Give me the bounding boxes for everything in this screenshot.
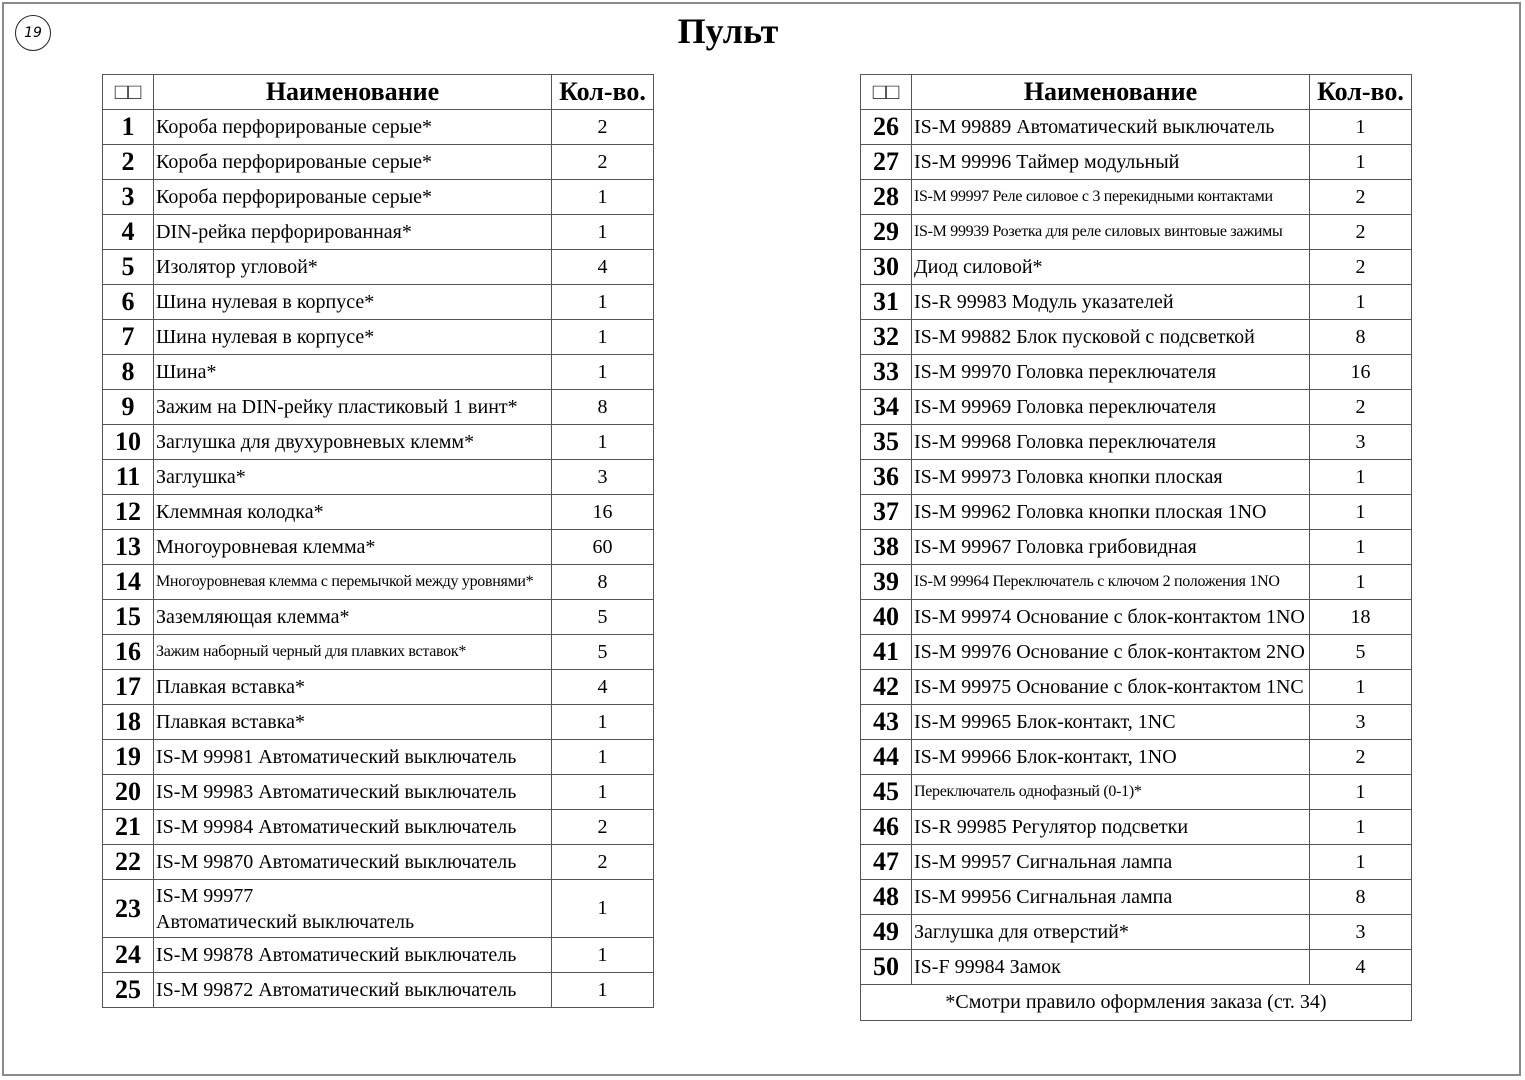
row-number: 44 [861, 740, 912, 775]
row-number: 18 [103, 705, 154, 740]
row-number: 32 [861, 320, 912, 355]
table-row [861, 810, 1412, 845]
row-number: 50 [861, 950, 912, 985]
table-row [103, 775, 654, 810]
item-qty: 5 [552, 600, 654, 635]
item-qty: 1 [552, 425, 654, 460]
row-number: 12 [103, 495, 154, 530]
table-row [861, 775, 1412, 810]
row-number: 37 [861, 495, 912, 530]
item-qty: 1 [1310, 460, 1412, 495]
header-num: □□ [861, 75, 912, 110]
item-name: IS-R 99985 Регулятор подсветки [912, 810, 1310, 845]
item-name: IS-M 99872 Автоматический выключатель [154, 973, 552, 1008]
table-row [861, 110, 1412, 145]
item-name: IS-M 99956 Сигнальная лампа [912, 880, 1310, 915]
row-number: 16 [103, 635, 154, 670]
item-name: IS-M 99878 Автоматический выключатель [154, 938, 552, 973]
item-name: Шина нулевая в корпусе* [154, 285, 552, 320]
item-qty: 2 [1310, 180, 1412, 215]
item-qty: 1 [552, 938, 654, 973]
item-qty: 3 [1310, 915, 1412, 950]
item-name: Короба перфорированые серые* [154, 110, 552, 145]
item-qty: 3 [1310, 425, 1412, 460]
header-name: Наименование [912, 75, 1310, 110]
item-name: DIN-рейка перфорированная* [154, 215, 552, 250]
table-row [103, 810, 654, 845]
table-row [103, 250, 654, 285]
row-number: 38 [861, 530, 912, 565]
item-qty: 3 [552, 460, 654, 495]
item-qty: 2 [552, 145, 654, 180]
item-qty: 1 [552, 355, 654, 390]
item-qty: 2 [1310, 250, 1412, 285]
item-name: IS-M 99966 Блок-контакт, 1NO [912, 740, 1310, 775]
row-number: 31 [861, 285, 912, 320]
item-name: Многоуровневая клемма с перемычкой между уровнями* [154, 565, 552, 600]
table-row [861, 250, 1412, 285]
item-name: Заземляющая клемма* [154, 600, 552, 635]
row-number: 43 [861, 705, 912, 740]
table-row [103, 180, 654, 215]
item-name: Плавкая вставка* [154, 670, 552, 705]
item-qty: 8 [552, 565, 654, 600]
row-number: 22 [103, 845, 154, 880]
item-qty: 4 [552, 670, 654, 705]
table-row [103, 110, 654, 145]
row-number: 6 [103, 285, 154, 320]
item-name: Короба перфорированые серые* [154, 145, 552, 180]
item-name: IS-M 99968 Головка переключателя [912, 425, 1310, 460]
row-number: 45 [861, 775, 912, 810]
item-name: Клеммная колодка* [154, 495, 552, 530]
item-name: IS-M 99969 Головка переключателя [912, 390, 1310, 425]
table-row [103, 670, 654, 705]
item-qty: 1 [1310, 110, 1412, 145]
item-qty: 1 [552, 320, 654, 355]
item-qty: 1 [1310, 285, 1412, 320]
item-qty: 1 [552, 215, 654, 250]
item-name: Шина нулевая в корпусе* [154, 320, 552, 355]
item-qty: 1 [1310, 565, 1412, 600]
table-row [861, 880, 1412, 915]
item-qty: 3 [1310, 705, 1412, 740]
table-row [861, 950, 1412, 985]
table-row [861, 215, 1412, 250]
item-name: IS-M 99997 Реле силовое с 3 перекидными контактами [912, 180, 1310, 215]
item-qty: 2 [1310, 390, 1412, 425]
item-name: IS-M 99889 Автоматический выключатель [912, 110, 1310, 145]
row-number: 5 [103, 250, 154, 285]
table-row [861, 145, 1412, 180]
table-row [103, 320, 654, 355]
item-name: IS-M 99975 Основание с блок-контактом 1NC [912, 670, 1310, 705]
row-number: 20 [103, 775, 154, 810]
table-row [861, 460, 1412, 495]
row-number: 2 [103, 145, 154, 180]
item-qty: 5 [552, 635, 654, 670]
item-name: Заглушка для двухуровневых клемм* [154, 425, 552, 460]
row-number: 11 [103, 460, 154, 495]
item-qty: 1 [1310, 810, 1412, 845]
item-name: Заглушка для отверстий* [912, 915, 1310, 950]
item-name [154, 880, 552, 938]
item-name: IS-M 99981 Автоматический выключатель [154, 740, 552, 775]
item-name: Зажим наборный черный для плавких вставок* [154, 635, 552, 670]
row-number: 19 [103, 740, 154, 775]
row-number: 42 [861, 670, 912, 705]
item-qty: 1 [552, 973, 654, 1008]
row-number: 26 [861, 110, 912, 145]
row-number: 40 [861, 600, 912, 635]
row-number: 13 [103, 530, 154, 565]
table-row [103, 390, 654, 425]
item-qty: 1 [1310, 495, 1412, 530]
row-number: 21 [103, 810, 154, 845]
item-qty: 2 [552, 845, 654, 880]
item-qty: 1 [552, 880, 654, 938]
table-row [861, 355, 1412, 390]
item-name: Зажим на DIN-рейку пластиковый 1 винт* [154, 390, 552, 425]
item-qty: 1 [1310, 845, 1412, 880]
item-name: IS-M 99939 Розетка для реле силовых винтовые зажимы [912, 215, 1310, 250]
item-qty: 4 [1310, 950, 1412, 985]
item-name-line1: IS-M 99977 [156, 884, 254, 907]
table-header-row [103, 75, 654, 110]
row-number: 28 [861, 180, 912, 215]
header-qty: Кол-во. [552, 75, 654, 110]
item-name-line2: Автоматический выключатель [156, 910, 415, 933]
item-name: Изолятор угловой* [154, 250, 552, 285]
item-qty: 1 [1310, 775, 1412, 810]
footnote-row [861, 985, 1412, 1021]
item-name: IS-M 99967 Головка грибовидная [912, 530, 1310, 565]
page-title: Пульт [677, 11, 779, 51]
item-name: IS-M 99983 Автоматический выключатель [154, 775, 552, 810]
item-name: Многоуровневая клемма* [154, 530, 552, 565]
item-qty: 1 [1310, 670, 1412, 705]
item-name: Заглушка* [154, 460, 552, 495]
table-row [861, 670, 1412, 705]
row-number: 14 [103, 565, 154, 600]
row-number: 15 [103, 600, 154, 635]
row-number: 1 [103, 110, 154, 145]
table-row [861, 915, 1412, 950]
row-number: 24 [103, 938, 154, 973]
table-row [103, 530, 654, 565]
item-name: IS-M 99970 Головка переключателя [912, 355, 1310, 390]
item-name: IS-M 99964 Переключатель с ключом 2 положения 1NO [912, 565, 1310, 600]
table-row [861, 180, 1412, 215]
item-qty: 1 [552, 285, 654, 320]
item-name: Шина* [154, 355, 552, 390]
row-number: 34 [861, 390, 912, 425]
item-name: Плавкая вставка* [154, 705, 552, 740]
row-number: 30 [861, 250, 912, 285]
item-qty: 2 [552, 110, 654, 145]
item-qty: 1 [1310, 530, 1412, 565]
row-number: 23 [103, 880, 154, 938]
table-row [103, 938, 654, 973]
header-num: □□ [103, 75, 154, 110]
row-number: 27 [861, 145, 912, 180]
item-qty: 2 [552, 810, 654, 845]
table-row [103, 425, 654, 460]
row-number: 29 [861, 215, 912, 250]
item-name: IS-M 99882 Блок пусковой с подсветкой [912, 320, 1310, 355]
table-row [103, 495, 654, 530]
item-name: Диод силовой* [912, 250, 1310, 285]
row-number: 35 [861, 425, 912, 460]
table-header-row [861, 75, 1412, 110]
parts-table-right [860, 74, 1412, 1021]
item-qty: 8 [1310, 880, 1412, 915]
table-row [103, 705, 654, 740]
parts-table-left [102, 74, 654, 1008]
row-number: 49 [861, 915, 912, 950]
table-row [103, 600, 654, 635]
table-row [103, 845, 654, 880]
table-row [861, 635, 1412, 670]
table-row [103, 740, 654, 775]
table-row [103, 880, 654, 938]
item-qty: 2 [1310, 215, 1412, 250]
table-row [861, 530, 1412, 565]
item-qty: 1 [552, 775, 654, 810]
table-row [861, 565, 1412, 600]
footnote: *Смотри правило оформления заказа (ст. 34) [861, 985, 1412, 1021]
item-name: IS-M 99965 Блок-контакт, 1NC [912, 705, 1310, 740]
table-row [103, 285, 654, 320]
item-name: IS-R 99983 Модуль указателей [912, 285, 1310, 320]
table-row [861, 390, 1412, 425]
table-row [103, 355, 654, 390]
row-number: 10 [103, 425, 154, 460]
item-qty: 60 [552, 530, 654, 565]
row-number: 39 [861, 565, 912, 600]
header-name: Наименование [154, 75, 552, 110]
item-qty: 8 [1310, 320, 1412, 355]
item-qty: 16 [1310, 355, 1412, 390]
header-qty: Кол-во. [1310, 75, 1412, 110]
item-qty: 8 [552, 390, 654, 425]
table-row [861, 495, 1412, 530]
page-number: 19 [24, 25, 42, 41]
row-number: 33 [861, 355, 912, 390]
row-number: 9 [103, 390, 154, 425]
item-name: IS-M 99996 Таймер модульный [912, 145, 1310, 180]
item-qty: 2 [1310, 740, 1412, 775]
row-number: 17 [103, 670, 154, 705]
item-qty: 1 [552, 705, 654, 740]
table-row [861, 320, 1412, 355]
table-row [103, 145, 654, 180]
table-row [861, 600, 1412, 635]
item-qty: 18 [1310, 600, 1412, 635]
table-row [103, 973, 654, 1008]
item-qty: 4 [552, 250, 654, 285]
item-qty: 5 [1310, 635, 1412, 670]
item-qty: 1 [552, 180, 654, 215]
item-name: IS-M 99870 Автоматический выключатель [154, 845, 552, 880]
table-row [103, 565, 654, 600]
item-name: IS-M 99974 Основание с блок-контактом 1NO [912, 600, 1310, 635]
item-name: IS-M 99957 Сигнальная лампа [912, 845, 1310, 880]
item-name: Короба перфорированые серые* [154, 180, 552, 215]
item-qty: 16 [552, 495, 654, 530]
row-number: 7 [103, 320, 154, 355]
table-row [103, 635, 654, 670]
item-name: IS-M 99973 Головка кнопки плоская [912, 460, 1310, 495]
item-qty: 1 [552, 740, 654, 775]
item-name: IS-M 99976 Основание с блок-контактом 2NO [912, 635, 1310, 670]
row-number: 4 [103, 215, 154, 250]
row-number: 47 [861, 845, 912, 880]
item-name: IS-M 99984 Автоматический выключатель [154, 810, 552, 845]
table-row [103, 460, 654, 495]
row-number: 41 [861, 635, 912, 670]
row-number: 46 [861, 810, 912, 845]
table-row [861, 425, 1412, 460]
row-number: 25 [103, 973, 154, 1008]
row-number: 36 [861, 460, 912, 495]
table-row [861, 705, 1412, 740]
table-row [103, 215, 654, 250]
item-name: Переключатель однофазный (0-1)* [912, 775, 1310, 810]
table-row [861, 285, 1412, 320]
row-number: 8 [103, 355, 154, 390]
table-row [861, 740, 1412, 775]
item-qty: 1 [1310, 145, 1412, 180]
item-name: IS-F 99984 Замок [912, 950, 1310, 985]
table-row [861, 845, 1412, 880]
item-name: IS-M 99962 Головка кнопки плоская 1NO [912, 495, 1310, 530]
row-number: 3 [103, 180, 154, 215]
row-number: 48 [861, 880, 912, 915]
